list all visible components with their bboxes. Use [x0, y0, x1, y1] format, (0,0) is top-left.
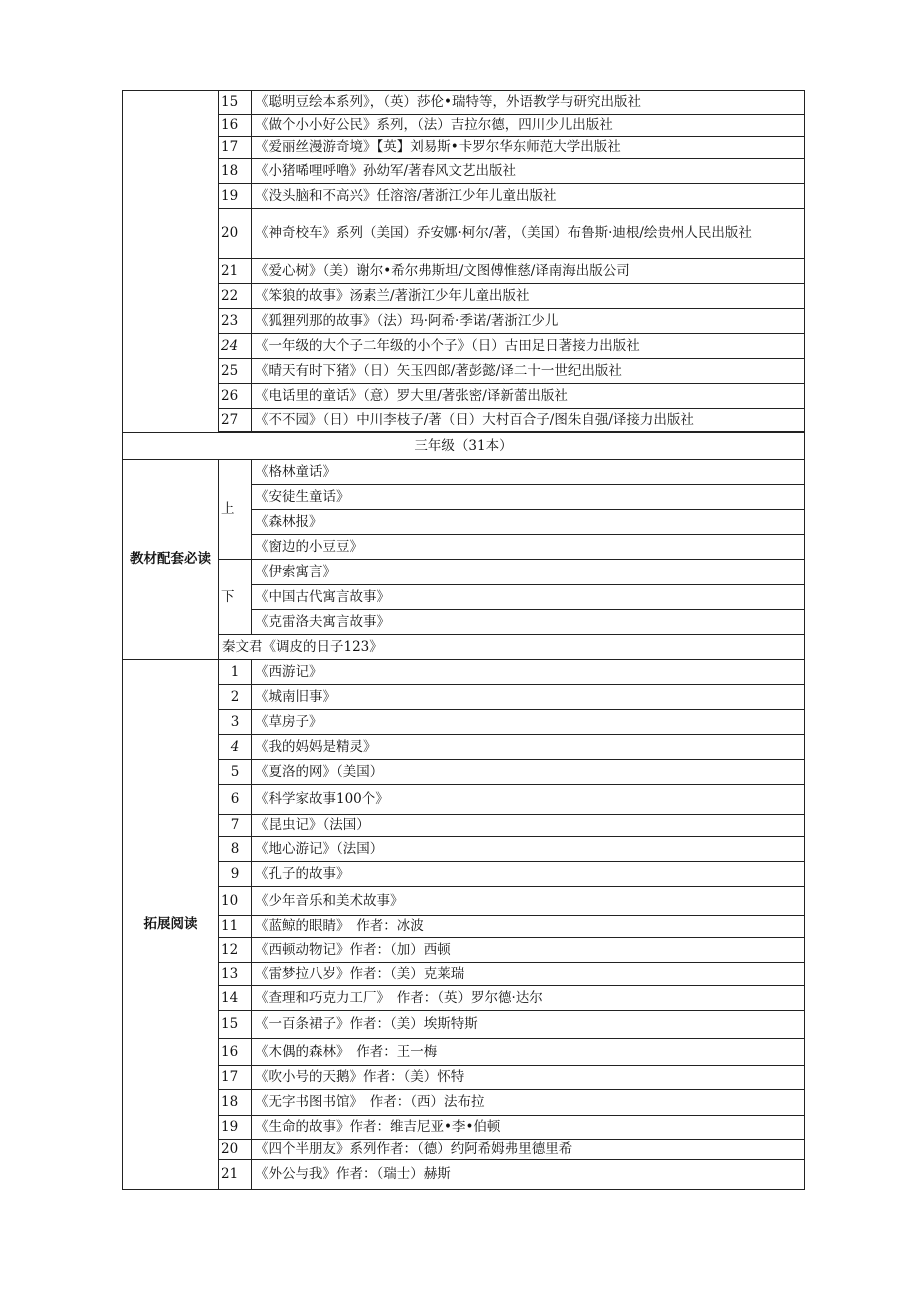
table-row	[123, 1066, 805, 1090]
table-row	[123, 359, 805, 384]
extended-section-label: 拓展阅读	[123, 660, 219, 1190]
row-number: 17	[219, 137, 252, 159]
book-entry: 《夏洛的网》（美国）	[252, 760, 805, 785]
book-entry: 《四个半朋友》系列作者：（德）约阿希姆弗里德里希	[252, 1140, 805, 1160]
row-number: 24	[219, 334, 252, 359]
reading-list-table-container	[122, 90, 804, 1190]
table-row	[123, 1116, 805, 1140]
table-row	[123, 887, 805, 916]
row-number: 9	[219, 862, 252, 887]
table-row	[123, 1160, 805, 1190]
table-row	[123, 184, 805, 209]
grade-title-row	[123, 433, 805, 460]
book-entry: 《木偶的森林》 作者：王一梅	[252, 1039, 805, 1066]
table-row	[123, 660, 805, 685]
row-number: 16	[219, 115, 252, 137]
book-entry: 《聪明豆绘本系列》，（英）莎伦•瑞特等，外语教学与研究出版社	[252, 91, 805, 115]
book-entry: 《伊索寓言》	[252, 560, 805, 585]
table-row	[123, 785, 805, 815]
row-number: 15	[219, 91, 252, 115]
table-row	[123, 384, 805, 409]
table-row	[123, 460, 805, 485]
table-row	[123, 735, 805, 760]
book-entry: 《克雷洛夫寓言故事》	[252, 610, 805, 635]
row-number: 7	[219, 815, 252, 837]
row-number: 19	[219, 184, 252, 209]
table-row	[123, 837, 805, 862]
row-number: 10	[219, 887, 252, 916]
table-row	[123, 1090, 805, 1116]
table-row	[123, 159, 805, 184]
table-row	[123, 560, 805, 585]
book-entry: 《森林报》	[252, 510, 805, 535]
book-entry: 《查理和巧克力工厂》 作者：（英）罗尔德·达尔	[252, 986, 805, 1011]
row-number: 14	[219, 986, 252, 1011]
row-number: 21	[219, 1160, 252, 1190]
book-entry: 《不不园》（日）中川李枝子/著（日）大村百合子/图朱自强/译接力出版社	[252, 409, 805, 432]
row-number: 19	[219, 1116, 252, 1140]
book-entry: 《西游记》	[252, 660, 805, 685]
table-row	[123, 635, 805, 660]
row-number: 23	[219, 309, 252, 334]
book-entry: 《生命的故事》作者：维吉尼亚•李•伯顿	[252, 1116, 805, 1140]
table-row	[123, 710, 805, 735]
book-entry: 《科学家故事100个》	[252, 785, 805, 815]
row-number: 12	[219, 938, 252, 963]
row-number: 3	[219, 710, 252, 735]
row-number: 16	[219, 1039, 252, 1066]
semester-down-label: 下	[219, 560, 252, 635]
semester-up-label: 上	[219, 460, 252, 560]
book-entry: 《地心游记》（法国）	[252, 837, 805, 862]
book-entry: 《雷梦拉八岁》作者：（美）克莱瑞	[252, 963, 805, 986]
book-entry-extra: 秦文君《调皮的日子123》	[219, 635, 805, 660]
table-row	[123, 309, 805, 334]
book-entry: 《爱心树》（美）谢尔•希尔弗斯坦/文图傅惟慈/译南海出版公司	[252, 259, 805, 284]
book-entry: 《格林童话》	[252, 460, 805, 485]
table-row	[123, 862, 805, 887]
book-entry: 《晴天有时下猪》（日）矢玉四郎/著彭懿/译二十一世纪出版社	[252, 359, 805, 384]
book-entry: 《安徒生童话》	[252, 485, 805, 510]
table-row	[123, 259, 805, 284]
row-number: 18	[219, 159, 252, 184]
table-row	[123, 409, 805, 432]
row-number: 25	[219, 359, 252, 384]
table-row	[123, 209, 805, 259]
table-row	[123, 986, 805, 1011]
table-row	[123, 91, 805, 115]
book-entry: 《窗边的小豆豆》	[252, 535, 805, 560]
row-number: 5	[219, 760, 252, 785]
book-entry: 《小猪唏哩呼噜》孙幼军/著春风文艺出版社	[252, 159, 805, 184]
reading-list-table	[122, 90, 805, 1190]
book-entry: 《爱丽丝漫游奇境》【英】刘易斯•卡罗尔华东师范大学出版社	[252, 137, 805, 159]
book-entry: 《蓝鲸的眼睛》 作者：冰波	[252, 916, 805, 938]
table-row	[123, 1011, 805, 1039]
book-entry: 《狐狸列那的故事》（法）玛·阿希·季诺/著浙江少儿	[252, 309, 805, 334]
table-row	[123, 938, 805, 963]
book-entry: 《中国古代寓言故事》	[252, 585, 805, 610]
table-row	[123, 1140, 805, 1160]
table-row	[123, 963, 805, 986]
book-entry: 《外公与我》作者：（瑞士）赫斯	[252, 1160, 805, 1190]
row-number: 20	[219, 1140, 252, 1160]
book-entry: 《西顿动物记》作者：（加）西顿	[252, 938, 805, 963]
row-number: 20	[219, 209, 252, 259]
table-row	[123, 1039, 805, 1066]
row-number: 2	[219, 685, 252, 710]
blank-category-cell	[123, 91, 219, 433]
book-entry: 《神奇校车》系列（美国）乔安娜·柯尔/著，（美国）布鲁斯·迪根/绘贵州人民出版社	[252, 209, 805, 259]
table-row	[123, 685, 805, 710]
table-row	[123, 334, 805, 359]
book-entry: 《吹小号的天鹅》作者：（美）怀特	[252, 1066, 805, 1090]
row-number: 22	[219, 284, 252, 309]
book-entry: 《电话里的童话》（意）罗大里/著张密/译新蕾出版社	[252, 384, 805, 409]
book-entry: 《少年音乐和美术故事》	[252, 887, 805, 916]
book-entry: 《草房子》	[252, 710, 805, 735]
row-number: 11	[219, 916, 252, 938]
row-number: 15	[219, 1011, 252, 1039]
row-number: 17	[219, 1066, 252, 1090]
book-entry: 《无字书图书馆》 作者：（西）法布拉	[252, 1090, 805, 1116]
grade-title: 三年级（31本）	[123, 433, 805, 460]
table-row	[123, 916, 805, 938]
book-entry: 《笨狼的故事》汤素兰/著浙江少年儿童出版社	[252, 284, 805, 309]
book-entry: 《一百条裙子》作者：（美）埃斯特斯	[252, 1011, 805, 1039]
textbook-section-label: 教材配套必读	[123, 460, 219, 660]
table-row	[123, 115, 805, 137]
table-row	[123, 760, 805, 785]
book-entry: 《孔子的故事》	[252, 862, 805, 887]
row-number: 18	[219, 1090, 252, 1116]
row-number: 8	[219, 837, 252, 862]
table-row	[123, 137, 805, 159]
book-entry: 《昆虫记》（法国）	[252, 815, 805, 837]
row-number: 4	[219, 735, 252, 760]
row-number: 13	[219, 963, 252, 986]
book-entry: 《我的妈妈是精灵》	[252, 735, 805, 760]
row-number: 27	[219, 409, 252, 432]
book-entry: 《一年级的大个子二年级的小个子》（日）古田足日著接力出版社	[252, 334, 805, 359]
row-number: 6	[219, 785, 252, 815]
book-entry: 《做个小小好公民》系列，（法）吉拉尔德，四川少儿出版社	[252, 115, 805, 137]
row-number: 26	[219, 384, 252, 409]
table-row	[123, 815, 805, 837]
book-entry: 《城南旧事》	[252, 685, 805, 710]
book-entry: 《没头脑和不高兴》任溶溶/著浙江少年儿童出版社	[252, 184, 805, 209]
table-row	[123, 284, 805, 309]
row-number: 21	[219, 259, 252, 284]
row-number: 1	[219, 660, 252, 685]
